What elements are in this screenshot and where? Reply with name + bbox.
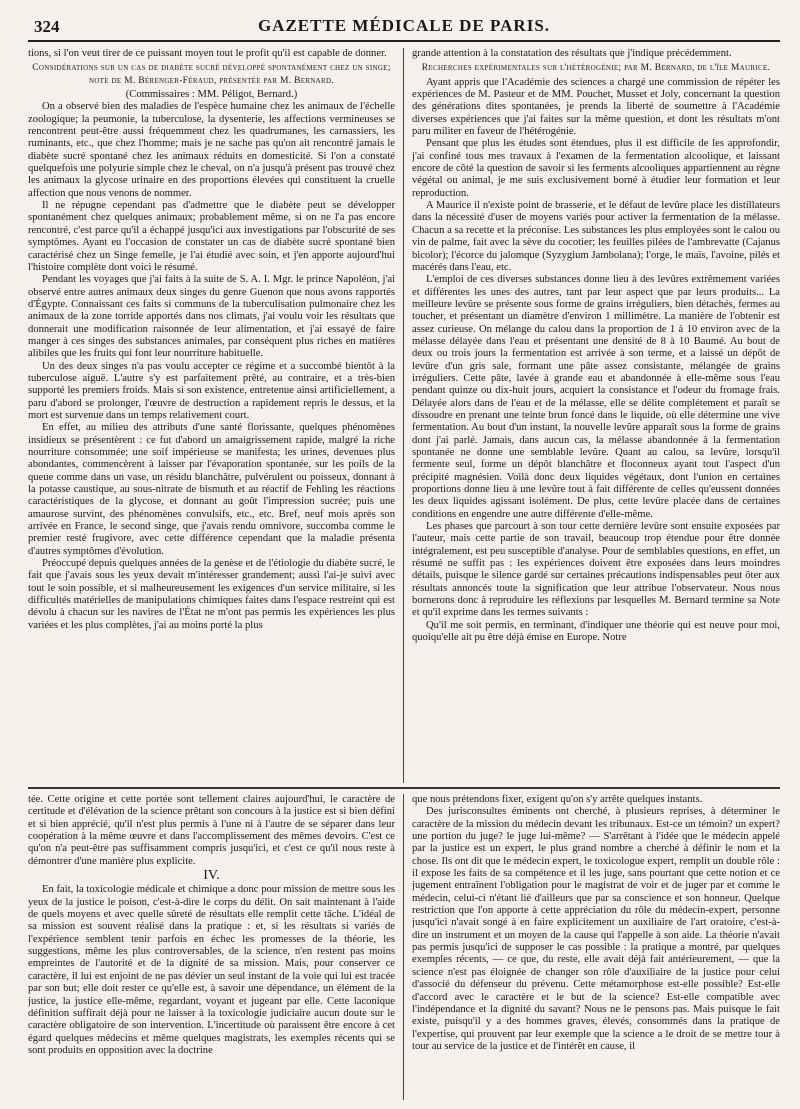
paragraph: On a observé bien des maladies de l'espèce humaine chez les animaux de l'échelle zoologique; la peumonie, la tuberculose, la dysenterie, les affections vermineuses se rencontrent peut-être aussi fréquemment chez les quadrumanes, les carnassiers, les ruminants, etc., que chez l'homme; mais je ne sache pas qu'on ait rencontré jamais le diabète sucré spontané chez les animaux réduits en domesticité. Si l'on a constaté quelquefois une polyurie simple chez le cheval, on n'a jusqu'à présent pas trouvé chez les animaux la glycose urinaire en des proportions élevées qui constituent la cruelle affection que nous venons de nommer. xyxy=(28,101,395,199)
paragraph: Il ne répugne cependant pas d'admettre que le diabète peut se développer spontanément chez quelques animaux; probablement même, si on ne l'a pas encore rencontré, c'est parce qu'il a échappé jusqu'ici aux investigations par l'obscurité de ses symptômes. Ayant eu l'occasion de constater un cas de diabète sucré spontané bien caractérisé chez un Singe femelle, je l'ai étudié avec soin, et j'en apporte aujourd'hui l'histoire complète dont voici le résumé. xyxy=(28,200,395,273)
bottom-left-column xyxy=(28,794,395,1100)
top-right-column xyxy=(412,48,780,783)
page-number: 324 xyxy=(34,17,60,36)
page-header xyxy=(28,14,780,42)
bottom-section xyxy=(28,794,780,1100)
newspaper-page xyxy=(28,14,780,1100)
commission-line: (Commissaires : MM. Péligot, Bernard.) xyxy=(125,89,298,101)
paragraph: Un des deux singes n'a pas voulu accepter ce régime et a succombé bientôt à la tuberculose aiguë. L'autre s'y est parfaitement prêté, au contraire, et a très-bien supporté les premiers froids. Mais si son existence, entretenue ainsi artificiellement, a paru d'abord se prolonger, l'œuvre de destruction a rapidement repris le dessus, et la mort est survenue dans un temps relativement court. xyxy=(28,360,395,421)
bottom-right-column xyxy=(412,794,780,1100)
paragraph: L'emploi de ces diverses substances donne lieu à des levûres extrêmement variées et différentes les unes des autres, tant par leur aspect que par leurs produits... La meilleure levûre se présente sous forme de grains irréguliers, bien détachés, fermes au toucher, et présentant un diamètre d'environ 1 millimètre. La manière de l'obtenir est assez curieuse. On mélange du calou dans la proportion de 1 à 10 environ avec de la mélasse délayée dans l'eau et présentant une densité de 8 à 10 Baumé. Au bout de deux ou trois jours la fermentation est arrivée à son terme, et a laissé un dépôt de levûre d'un gris sale, formant une pâte assez consistante, mélangée de grains irréguliers. Cette pâte, lavée à grande eau et abandonnée à elle-même sous l'eau pendant quinze ou dix-huit jours, acquiert la consistance et l'odeur du fromage frais. Délayée alors dans de l'eau et de la mélasse, elle se délite complétement et paraît se dissoudre en prenant une teinte brun foncé dans le liquide, où elle détermine une vive fermentation. Au bout d'un instant, la nouvelle levûre apparaît sous la forme de grains dont j'ai parlé. Jamais, dans aucun cas, la mélasse abandonnée à la fermentation spontanée ne donne une semblable levûre. Quant au calou, sa levûre, lorsqu'il fermente seul, forme un dépôt blanchâtre et floconneux ayant tout l'aspect d'un précipité magnésien. Voilà donc deux liquides végétaux, dont l'union en certaines proportions donne lieu à une levûre tout à fait différente de celles qu'eussent données les deux liquides agissant isolément. De plus, cette levûre placée dans de certaines conditions en engendre une autre différente d'elle-même. xyxy=(412,274,780,520)
paragraph: grande attention à la constatation des résultats que j'indique précédemment. xyxy=(412,48,732,59)
journal-title: GAZETTE MÉDICALE DE PARIS. xyxy=(257,16,551,35)
top-left-column xyxy=(28,48,395,783)
paragraph: Des jurisconsultes éminents ont cherché, à plusieurs reprises, à déterminer le caractère de la mission du médecin devant les tribunaux. Est-ce un témoin? un expert? une portion du juge? le juge lui-même? — S'arrêtant à l'idée que le médecin appelé par la justice est un expert, le plus grand nombre a cherché à définir le nom et la chose. Ils ont dit que le médecin expert, le toxicologue expert, remplit un double rôle : il expose les faits de sa compétence et il les juge, sans pourtant que cette notion et ce jugement entraînent l'obligation pour le magistrat de voir et de juger par et comme le médecin, celui-ci n'étant lié d'ailleurs que par sa conscience et son honneur. Quelque restriction que l'on apporte à cette appréciation du rôle du médecin-expert, personne jusqu'ici n'avait songé à en faire explicitement un auxiliaire de l'art oratoire, c'est-à-dire un instrument et un moyen de la cause qui l'appelle à son aide. La théorie n'avait pas permis jusqu'ici de supposer le cas possible : la pratique a montré, par quelques exemples récents, — ce que, du reste, elle avait déjà fait antérieurement, — que la science n'est pas éloignée de changer son rôle d'auxiliaire de la justice pour celui d'associé du défenseur du prévenu. Cette métamorphose est-elle possible? Est-elle d'accord avec le caractère et le but de la science? Est-elle compatible avec l'indépendance et la dignité du savant? Nous ne le pensons pas. Mais puisque le fait existe, puisqu'il y a des hommes graves, élevés, consommés dans la pratique de l'expertise, qui prouvent par leur exemple que la science a le droit de se mettre tour à tour au service de la justice et de l'intérêt en cause, il xyxy=(412,806,780,1052)
column-rule xyxy=(403,48,404,783)
paragraph: Préoccupé depuis quelques années de la genèse et de l'étiologie du diabète sucré, le fait que j'avais sous les yeux devait m'intéresser grandement; aussi l'ai-je suivi avec tout le soin possible, et si malheureusement les exigences d'un service militaire, si les difficultés matérielles de manipulations chimiques faites dans l'espace restreint qui est dévolu à chacun sur les navires de l'État ne m'ont pas permis les expériences les plus variées et les plus complètes, j'ai au moins porté la plus xyxy=(28,558,395,631)
paragraph: Les phases que parcourt à son tour cette dernière levûre sont ensuite exposées par l'auteur, mais cette partie de son travail, beaucoup trop étendue pour être donnée intégralement, est peu susceptible d'analyse. Pour de semblables questions, en effet, un résumé ne suffit pas : les expériences doivent être exposées dans leurs moindres détails, puisque le silence gardé sur certaines précautions indispensables peut ôter aux résultats annoncés toute la signification que leur attribue l'observateur. Nous nous bornerons donc à reproduire les réflexions par lesquelles M. Bernard termine sa Note et qu'il exprime dans les termes suivants : xyxy=(412,521,780,619)
top-section xyxy=(28,48,780,783)
paragraph: Pendant les voyages que j'ai faits à la suite de S. A. I. Mgr. le prince Napoléon, j'ai observé entre autres animaux deux singes du genre Guenon que nous avons rapportés d'Égypte. Connaissant ces faits si communs de la tuberculisation pulmonaire chez les animaux de la zone torride apportés dans nos climats, j'ai voulu voir les résultats que donnerait une modification raisonnée de leur alimentation, et j'ai essayé de faire manger à ces singes des substances animales, par conséquent plus riches en matières alibiles que les fruits qui font leur nourriture habituelle. xyxy=(28,274,395,360)
paragraph: Qu'il me soit permis, en terminant, d'indiquer une théorie qui est neuve pour moi, quoiqu'elle ait pu être déjà émise en Europe. Notre xyxy=(412,619,780,644)
paragraph: Pensant que plus les études sont étendues, plus il est difficile de les approfondir, j'ai confiné tous mes travaux à l'examen de la fermentation alcoolique, et laissant encore de côté la question de savoir si les ferments alcooliques appartiennent au règne végétal ou animal, je me suis exclusivement borné à étudier leur formation et leur reproduction. xyxy=(412,138,780,199)
paragraph: tée. Cette origine et cette portée sont tellement claires aujourd'hui, le caractère de certitude et d'élévation de la science prêtant son concours à la justice est si bien défini et si bien apprécié, qu'il n'est plus permis à l'une ni à l'autre de se séparer dans leur coopération à la même œuvre et dans l'accomplissement des mêmes devoirs. C'est ce qu'on n'a peut-être pas suffisamment compris jusqu'ici, et c'est ce qu'il nous reste à démontrer d'une manière plus explicite. xyxy=(28,794,395,867)
section-divider xyxy=(28,787,780,789)
article-title: Recherches expérimentales sur l'hétérogénie; par M. Bernard, de l'île Maurice. xyxy=(421,63,771,74)
paragraph: A Maurice il n'existe point de brasserie, et le défaut de levûre place les distillateurs dans la nécessité d'user de moyens variés pour activer la fermentation de la mélasse. Chacun a sa recette et la préconise. Les substances les plus employées sont le calou ou vin de palme, fait avec la sève du cocotier; les feuilles pilées de l'ambrevatte (Cajanus bicolor); l'écorce du jalomque (Syzygium Jambolana); l'orge, le maïs, l'avoine, pilés et macérés dans l'eau, etc. xyxy=(412,200,780,273)
column-rule xyxy=(403,794,404,1100)
paragraph: Ayant appris que l'Académie des sciences a chargé une commission de répéter les expériences de M. Pasteur et de MM. Pouchet, Musset et Joly, concernant la question des générations dites spontanées, je prends la liberté de soumettre à l'Académie diverses expériences que j'ai faites sur la même question, et dont les résultats m'ont paru militer en faveur de l'hétérogénie. xyxy=(412,76,780,138)
paragraph: que nous prétendons fixer, exigent qu'on s'y arrête quelques instants. xyxy=(412,794,703,805)
article-title: Considérations sur un cas de diabète sucré développé spontanément chez un singe; note de M. Bérenger-Féraud, présentée par M. Bernard. xyxy=(32,63,391,86)
paragraph: tions, si l'on veut tirer de ce puissant moyen tout le profit qu'il est capable de donner. xyxy=(28,48,387,59)
section-number: IV. xyxy=(203,868,220,884)
paragraph: En fait, la toxicologie médicale et chimique a donc pour mission de mettre sous les yeux de la justice le poison, c'est-à-dire le corps du délit. On sait maintenant à l'aide de quels moyens et avec quelle sûreté de résultats elle remplit cette tâche. L'idéal de sa mission est souvent réalisé dans la pratique : et, si les résultats si variés de l'expérience semblent tenir parfois en échec les promesses de la théorie, les suggestions, même les plus controversables, de la science, n'en restent pas moins empreintes de l'autorité et de la dignité de sa mission. Mais, pour conserver ce caractère, il lui est enjoint de ne pas dévier un seul instant de la voie qui lui est tracée par son but; elle doit rester ce qu'elle est, à savoir une dépendance, un élément de la justice, la justice elle-même, regardant, voyant et jugeant par elle. Cette laconique définition suffirait déjà pour ne laisser à la toxicologie judiciaire aucun doute sur le caractère obligatoire de son intervention. L'incertitude où paraissent être encore à cet égard quelques médecins et même quelques magistrats, les exemples récents qui se sont produits en opposition avec la doctrine xyxy=(28,884,395,1056)
paragraph: En effet, au milieu des attributs d'une santé florissante, quelques phénomènes insidieux se présentèrent : ce fut d'abord un amaigrissement rapide, malgré la riche nourriture consommée; une soif impérieuse se manifesta; les urines, devenues plus abondantes, commencèrent à laisser par l'évaporation spontanée, sur les poils de la queue comme dans un vase, un résidu blanchâtre, pulvérulent ou poisseux, donnant à la potasse caustique, au sous-nitrate de bismuth et au réactif de Fehling les réactions caractéristiques de la glycose, et donnant au goût l'impression sucrée; puis une amaurose survint, des phénomènes convulsifs, etc., etc. Bref, neuf mois après son arrivée en France, le second singe, que j'avais rendu omnivore, succomba comme le premier resté frugivore, avec cette différence cependant que la maladie présenta d'autres symptômes d'évolution. xyxy=(28,422,395,557)
